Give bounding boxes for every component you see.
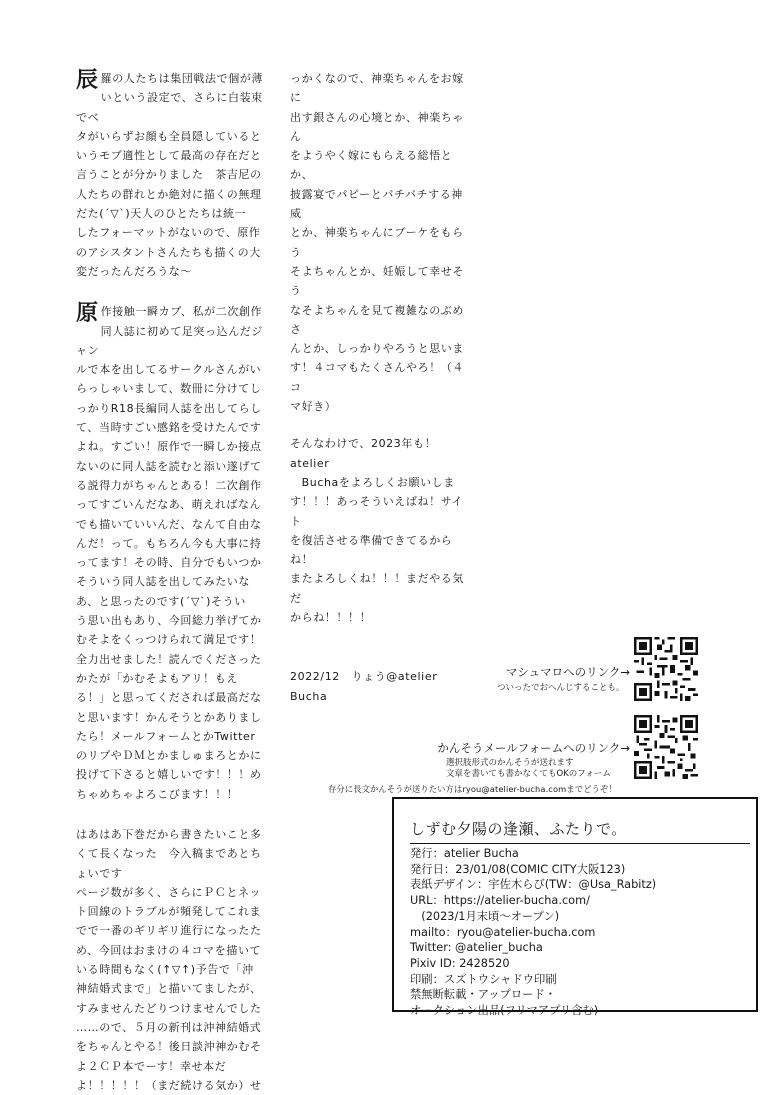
title-underline	[410, 843, 750, 844]
marshmallow-qr-code[interactable]	[634, 637, 698, 701]
colophon-details	[410, 846, 656, 1019]
afterword-paragraph-3: はあはあ下巻だから書きたいこと多 くて長くなった 今入稿まであとち ょいです ページ数が多く、さらにＰＣとネッ ト回線のトラブルが頻発してこれま でで一番のギリギリ進行になったた め、今回はおまけの４コマを描いて いる時間もなく(↑▽↑)予告で「沖 神結婚式まで」と描いてましたが、 すみませんたどりつけませんでした ……ので、５月の新刊は沖神結婚式 をちゃんとやる！後日談沖神かむそ よ２ＣＰ本でーす！幸せ本だ よ！！！！！（まだ続ける気か）せ	[76, 827, 262, 1092]
marshmallow-link-caption: ついったでおへんじすることも。	[497, 683, 625, 693]
copyright-line-2: オークション出品(フリマアプリ含む)	[410, 1004, 599, 1018]
twitter-line: Twitter: @atelier_bucha	[410, 941, 543, 955]
mailform-link-caption-1: 選択肢形式のかんそうが送れます	[446, 758, 574, 768]
afterword-paragraph-1	[76, 69, 266, 281]
mailform-link-caption-2: 文章を書いても書かなくてもOKのフォーム	[446, 769, 611, 779]
cover-design-line: 表紙デザイン：宇佐木らび(TW：@Usa_Rabitz)	[410, 878, 657, 892]
pixiv-line: Pixiv ID: 2428520	[410, 956, 510, 970]
book-title: しずむ夕陽の逢瀬、ふたりで。	[410, 820, 627, 838]
right-column	[290, 69, 470, 706]
copyright-line-1: 禁無断転載・アップロード・	[410, 988, 557, 1002]
url-note-line: (2023/1月末頃〜オープン)	[410, 909, 560, 923]
signature: 2022/12 りょう@atelier Bucha	[290, 670, 438, 703]
paragraph-first-line: 作接触一瞬カプ、私が二次創作	[100, 305, 263, 319]
colophon-box	[392, 797, 758, 1018]
email-note: 存分に長文かんそうが送りたい方はryou@atelier-bucha.comまでどうぞ！	[328, 784, 617, 794]
paragraph-text: 同人誌に初めて足突っ込んだジャン ルで本を出してるサークルさんがい らっしゃいまして、数冊に分けてし っかりR18長編同人誌を出してらし て、当時すごい感銘を受けたんです よね。すごい！原作で一瞬しか接点 ないのに同人誌を読むと添い遂げて る説得力がちゃんとある！二次創作 ってすごいんだなあ、萌えればなん でも描いていいんだ、なんて自由な んだ！って。もちろん今も大事に持 ってます！その時、自分でもいつか そういう同人誌を出してみたいな あ、と思ったのです(´▽`)そうい う思い出もあり、今回総力挙げてか むそよをくっつけられて満足です！ 全力出せました！読んでくださった かたが「かむそよもアリ！もえ る！」と思ってくだされば最高だな と思います！かんそうとかありまし たら！メールフォームとかTwitter のリプやＤＭとかましゅまろとかに 投げて下さると嬉しいです！！！め ちゃめちゃよろこびます！！！	[76, 324, 264, 801]
afterword-paragraph-2	[76, 302, 266, 804]
afterword-paragraph-5: そんなわけで、2023年も！atelier Buchaをよろしくお願いしま す！！！あっそういえばね！サイト を復活させる準備できてるからね！ またよろしくね！！！まだやる気だ からね！！！！	[290, 437, 464, 625]
dropcap: 辰	[76, 67, 99, 93]
paragraph-first-line: 羅の人たちは集団戦法で個が薄	[100, 72, 264, 85]
dropcap: 原	[76, 300, 99, 327]
mailto-line: mailto：ryou@atelier-bucha.com	[410, 925, 596, 939]
left-column	[76, 69, 266, 1095]
mailform-qr-code[interactable]	[634, 715, 698, 779]
afterword-paragraph-4: っかくなので、神楽ちゃんをお嫁に 出す銀さんの心境とか、神楽ちゃん をようやく嫁にもらえる総悟とか、 披露宴でパピーとバチバチする神威 とか、神楽ちゃんにブーケをもらう そよちゃんとか、妊娠して幸せそう なそよちゃんを見て複雑なのぶめさ んとか、しっかりやろうと思いま す！４コマもたくさんやろ！（４コ マ好き）	[290, 72, 464, 414]
publisher-line: 発行：atelier Bucha	[410, 847, 519, 860]
publish-date-line: 発行日：23/01/08(COMIC CITY大阪123)	[410, 862, 626, 876]
paragraph-text: いという設定で、さらに白装束でベ タがいらずお顔も全員隠していると いうモブ適性として最高の存在だと 言うことが分かりました 茶吉尼の 人たちの群れとか絶対に描くの無理 だた(´▽`)天人のひとたちは統一 したフォーマットがないので、原作 のアシスタントさんたちも描くの大 変だったんだろうな〜	[76, 91, 263, 278]
mailform-link-label: かんそうメールフォームへのリンク→	[437, 741, 630, 755]
printer-line: 印刷：スズトウシャドウ印刷	[410, 972, 557, 986]
url-line: URL：https://atelier-bucha.com/	[410, 894, 590, 908]
marshmallow-link-label: マシュマロへのリンク→	[505, 665, 630, 679]
